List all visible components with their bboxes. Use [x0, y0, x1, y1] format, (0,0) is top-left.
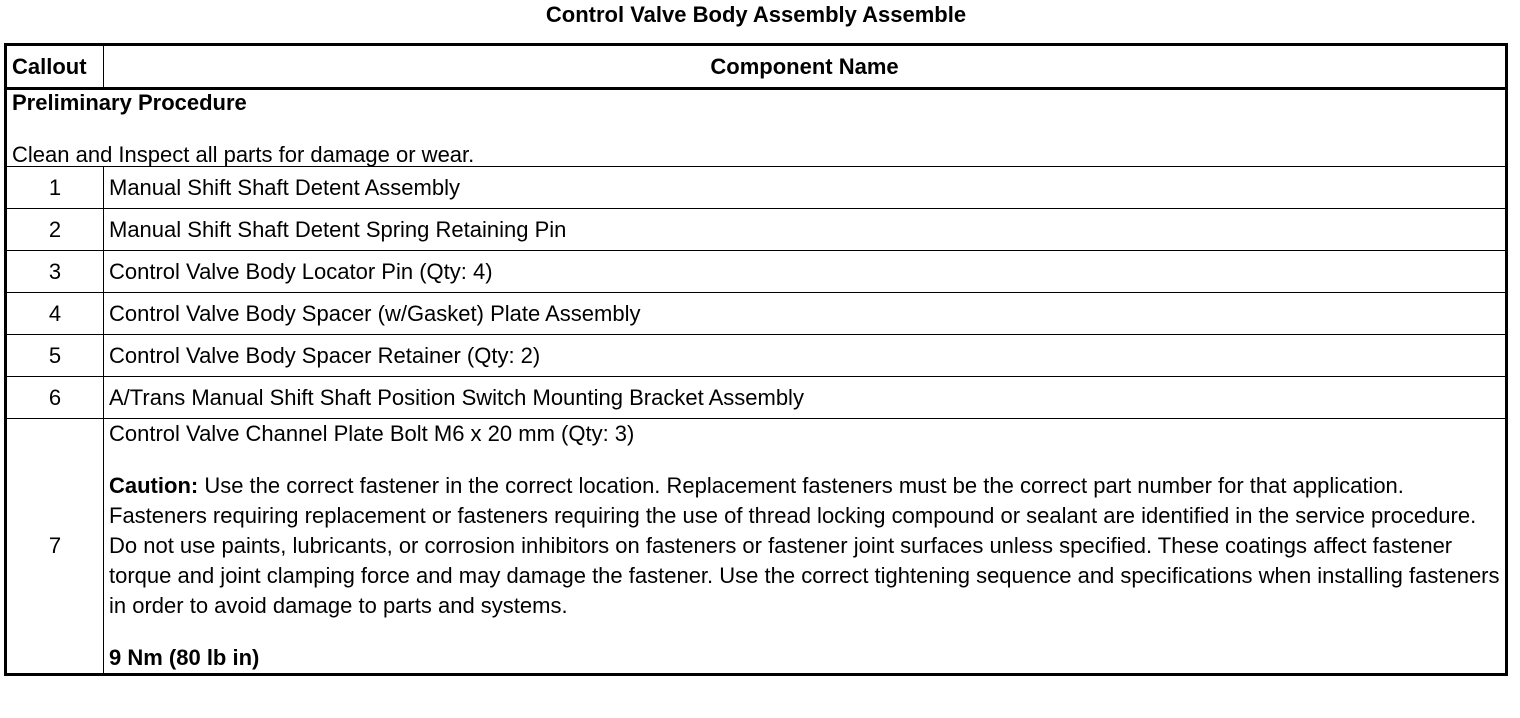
callout-number: 5 [6, 335, 104, 377]
callout-number: 1 [6, 167, 104, 209]
callout-number: 7 [6, 419, 104, 675]
component-name: Control Valve Channel Plate Bolt M6 x 20 mm (Qty: 3) [109, 421, 635, 446]
torque-spec: 9 Nm (80 lb in) [109, 645, 260, 670]
table-header-row [6, 45, 1507, 89]
table-row [6, 335, 1507, 377]
component-name: Manual Shift Shaft Detent Spring Retaining Pin [104, 209, 1507, 251]
table-row [6, 209, 1507, 251]
table-row [6, 419, 1507, 675]
preliminary-procedure-row [6, 89, 1507, 167]
callout-column-header: Callout [6, 45, 104, 89]
preliminary-procedure-heading: Preliminary Procedure [12, 90, 247, 115]
table-row [6, 167, 1507, 209]
component-name: Control Valve Body Locator Pin (Qty: 4) [104, 251, 1507, 293]
component-table [4, 43, 1508, 676]
table-row [6, 251, 1507, 293]
callout-number: 3 [6, 251, 104, 293]
caution-paragraph [109, 471, 1500, 621]
table-row [6, 377, 1507, 419]
component-name: A/Trans Manual Shift Shaft Position Switch Mounting Bracket Assembly [104, 377, 1507, 419]
component-name-column-header: Component Name [104, 45, 1507, 89]
component-detail-cell [104, 419, 1507, 675]
document-title: Control Valve Body Assembly Assemble [545, 2, 967, 27]
component-name: Manual Shift Shaft Detent Assembly [104, 167, 1507, 209]
preliminary-procedure-cell [6, 89, 1507, 167]
callout-number: 4 [6, 293, 104, 335]
callout-number: 6 [6, 377, 104, 419]
component-name: Control Valve Body Spacer (w/Gasket) Plate Assembly [104, 293, 1507, 335]
callout-number: 2 [6, 209, 104, 251]
preliminary-procedure-text: Clean and Inspect all parts for damage or wear. [12, 142, 475, 167]
caution-label: Caution: [109, 473, 199, 498]
caution-text: Use the correct fastener in the correct location. Replacement fasteners must be the correct part number for that application. Fasteners requiring replacement or fasteners requiring the use of thread locking compound or sealant are identified in the service procedure. Do not use paints, lubricants, or corrosion inhibitors on fasteners or fastener joint surfaces unless specified. These coatings affect fastener torque and joint clamping force and may damage the fastener. Use the correct tightening sequence and specifications when installing fasteners in order to avoid damage to parts and systems. [109, 473, 1500, 618]
table-row [6, 293, 1507, 335]
component-name: Control Valve Body Spacer Retainer (Qty: 2) [104, 335, 1507, 377]
